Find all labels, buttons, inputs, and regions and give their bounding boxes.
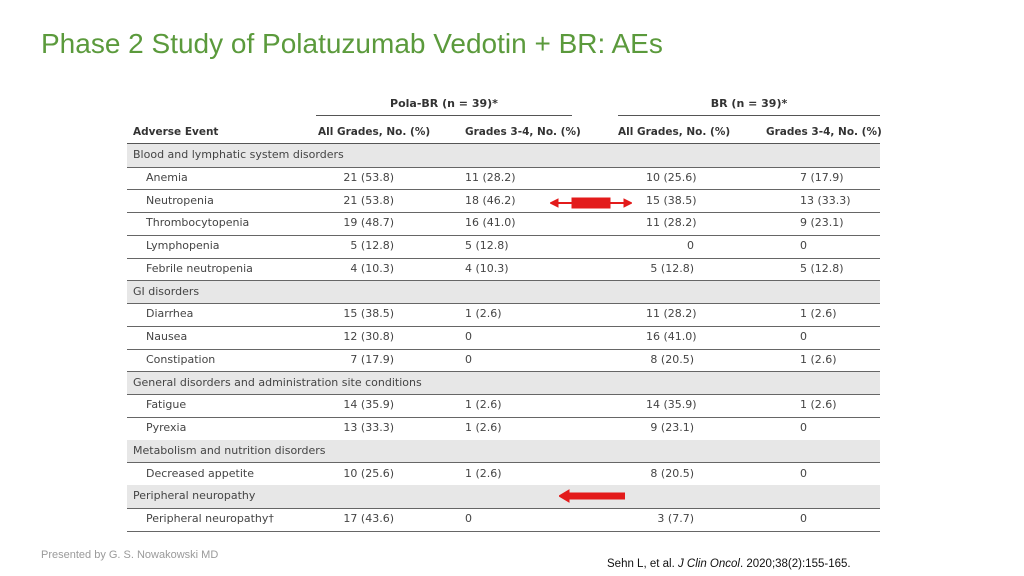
cell-pola-grades-3-4: 5 (12.8) [465, 239, 509, 252]
adverse-event-label: Anemia [146, 170, 188, 184]
cell-br-all-grades: 10 (25.6) [646, 170, 697, 184]
cell-br-grades-3-4: 0 [800, 466, 807, 480]
cell-br-grades-3-4: 9 (23.1) [800, 216, 844, 230]
cell-br-all-grades: 16 (41.0) [646, 330, 697, 343]
double-arrow-neutropenia [550, 195, 632, 211]
adverse-event-label: Constipation [146, 352, 216, 366]
category-label: GI disorders [133, 284, 200, 298]
table-row [127, 190, 880, 214]
category-row [127, 485, 880, 509]
cell-pola-all-grades: 12 (30.8) [343, 330, 394, 343]
category-label: Peripheral neuropathy [133, 489, 256, 503]
cell-pola-all-grades: 15 (38.5) [343, 307, 394, 321]
slide-title: Phase 2 Study of Polatuzumab Vedotin + BR: AEs [41, 28, 663, 59]
left-arrow-peripheral-neuropathy [559, 489, 625, 503]
cell-pola-grades-3-4: 1 (2.6) [465, 398, 502, 412]
cell-pola-grades-3-4: 16 (41.0) [465, 216, 516, 230]
presenter-credit: Presented by G. S. Nowakowski MD [41, 549, 219, 561]
column-header-br-all-grades: All Grades, No. (%) [618, 126, 731, 138]
cell-br-grades-3-4: 0 [800, 330, 807, 343]
table-row [127, 258, 880, 282]
citation-journal: J Clin Oncol [677, 558, 740, 570]
cell-pola-grades-3-4: 1 (2.6) [465, 307, 502, 321]
adverse-event-label: Febrile neutropenia [146, 261, 253, 275]
adverse-events-table [127, 94, 880, 531]
cell-br-all-grades: 8 (20.5) [650, 352, 694, 366]
cell-pola-grades-3-4: 11 (28.2) [465, 170, 516, 184]
cell-pola-all-grades: 21 (53.8) [343, 170, 394, 184]
category-row [127, 372, 880, 396]
citation-authors: Sehn L, et al. [607, 558, 678, 570]
adverse-event-label: Peripheral neuropathy† [146, 512, 274, 525]
category-row [127, 281, 880, 305]
cell-br-all-grades: 15 (38.5) [646, 193, 697, 207]
column-header-row [127, 121, 880, 145]
cell-br-grades-3-4: 13 (33.3) [800, 193, 851, 207]
adverse-event-label: Pyrexia [146, 421, 187, 434]
cell-br-grades-3-4: 1 (2.6) [800, 352, 837, 366]
cell-br-grades-3-4: 0 [800, 239, 807, 252]
cell-pola-all-grades: 21 (53.8) [343, 193, 394, 207]
cell-pola-grades-3-4: 1 (2.6) [465, 466, 502, 480]
cell-pola-grades-3-4: 0 [465, 352, 472, 366]
cell-br-all-grades: 11 (28.2) [646, 216, 697, 230]
table-row [127, 326, 880, 350]
column-header-pola-all-grades: All Grades, No. (%) [318, 126, 431, 138]
column-header-adverse-event: Adverse Event [133, 126, 219, 138]
cell-pola-grades-3-4: 18 (46.2) [465, 193, 516, 207]
category-label: Blood and lymphatic system disorders [133, 148, 344, 161]
cell-pola-grades-3-4: 4 (10.3) [465, 261, 509, 275]
table-row [127, 417, 880, 441]
cell-pola-all-grades: 4 (10.3) [350, 261, 394, 275]
cell-pola-all-grades: 14 (35.9) [343, 398, 394, 412]
table-row [127, 235, 880, 259]
cell-br-all-grades: 3 (7.7) [657, 512, 694, 525]
adverse-event-label: Diarrhea [146, 307, 194, 321]
table-row [127, 212, 880, 236]
cell-pola-all-grades: 10 (25.6) [343, 466, 394, 480]
category-row [127, 440, 880, 464]
adverse-event-label: Nausea [146, 330, 188, 343]
cell-br-grades-3-4: 0 [800, 421, 807, 434]
adverse-event-label: Neutropenia [146, 193, 214, 207]
cell-pola-all-grades: 13 (33.3) [343, 421, 394, 434]
cell-br-grades-3-4: 7 (17.9) [800, 170, 844, 184]
cell-br-all-grades: 5 (12.8) [650, 261, 694, 275]
cell-br-all-grades: 14 (35.9) [646, 398, 697, 412]
cell-pola-all-grades: 7 (17.9) [350, 352, 394, 366]
cell-pola-grades-3-4: 1 (2.6) [465, 421, 502, 434]
group-header-pola-br: Pola-BR (n = 39)* [316, 97, 572, 116]
category-label: General disorders and administration site conditions [133, 375, 422, 389]
table-row [127, 508, 880, 532]
cell-br-all-grades: 0 [687, 239, 694, 252]
group-header-br: BR (n = 39)* [618, 97, 880, 116]
cell-br-grades-3-4: 1 (2.6) [800, 307, 837, 321]
cell-pola-all-grades: 17 (43.6) [343, 512, 394, 525]
column-header-pola-grades-3-4: Grades 3-4, No. (%) [465, 126, 581, 138]
category-row [127, 144, 880, 168]
cell-br-grades-3-4: 0 [800, 512, 807, 525]
adverse-event-label: Lymphopenia [146, 239, 220, 252]
citation [607, 558, 851, 570]
column-header-br-grades-3-4: Grades 3-4, No. (%) [766, 126, 882, 138]
adverse-event-label: Thrombocytopenia [146, 216, 250, 230]
category-label: Metabolism and nutrition disorders [133, 443, 326, 457]
adverse-event-label: Fatigue [146, 398, 187, 412]
cell-pola-all-grades: 5 (12.8) [350, 239, 394, 252]
table-row [127, 349, 880, 373]
cell-pola-grades-3-4: 0 [465, 330, 472, 343]
table-row [127, 463, 880, 487]
cell-br-all-grades: 9 (23.1) [650, 421, 694, 434]
cell-br-grades-3-4: 5 (12.8) [800, 261, 844, 275]
table-row [127, 167, 880, 191]
table-row [127, 303, 880, 327]
citation-details: . 2020;38(2):155-165. [739, 558, 851, 570]
cell-br-grades-3-4: 1 (2.6) [800, 398, 837, 412]
adverse-event-label: Decreased appetite [146, 466, 254, 480]
cell-pola-grades-3-4: 0 [465, 512, 472, 525]
table-row [127, 394, 880, 418]
cell-br-all-grades: 8 (20.5) [650, 466, 694, 480]
cell-br-all-grades: 11 (28.2) [646, 307, 697, 321]
cell-pola-all-grades: 19 (48.7) [343, 216, 394, 230]
